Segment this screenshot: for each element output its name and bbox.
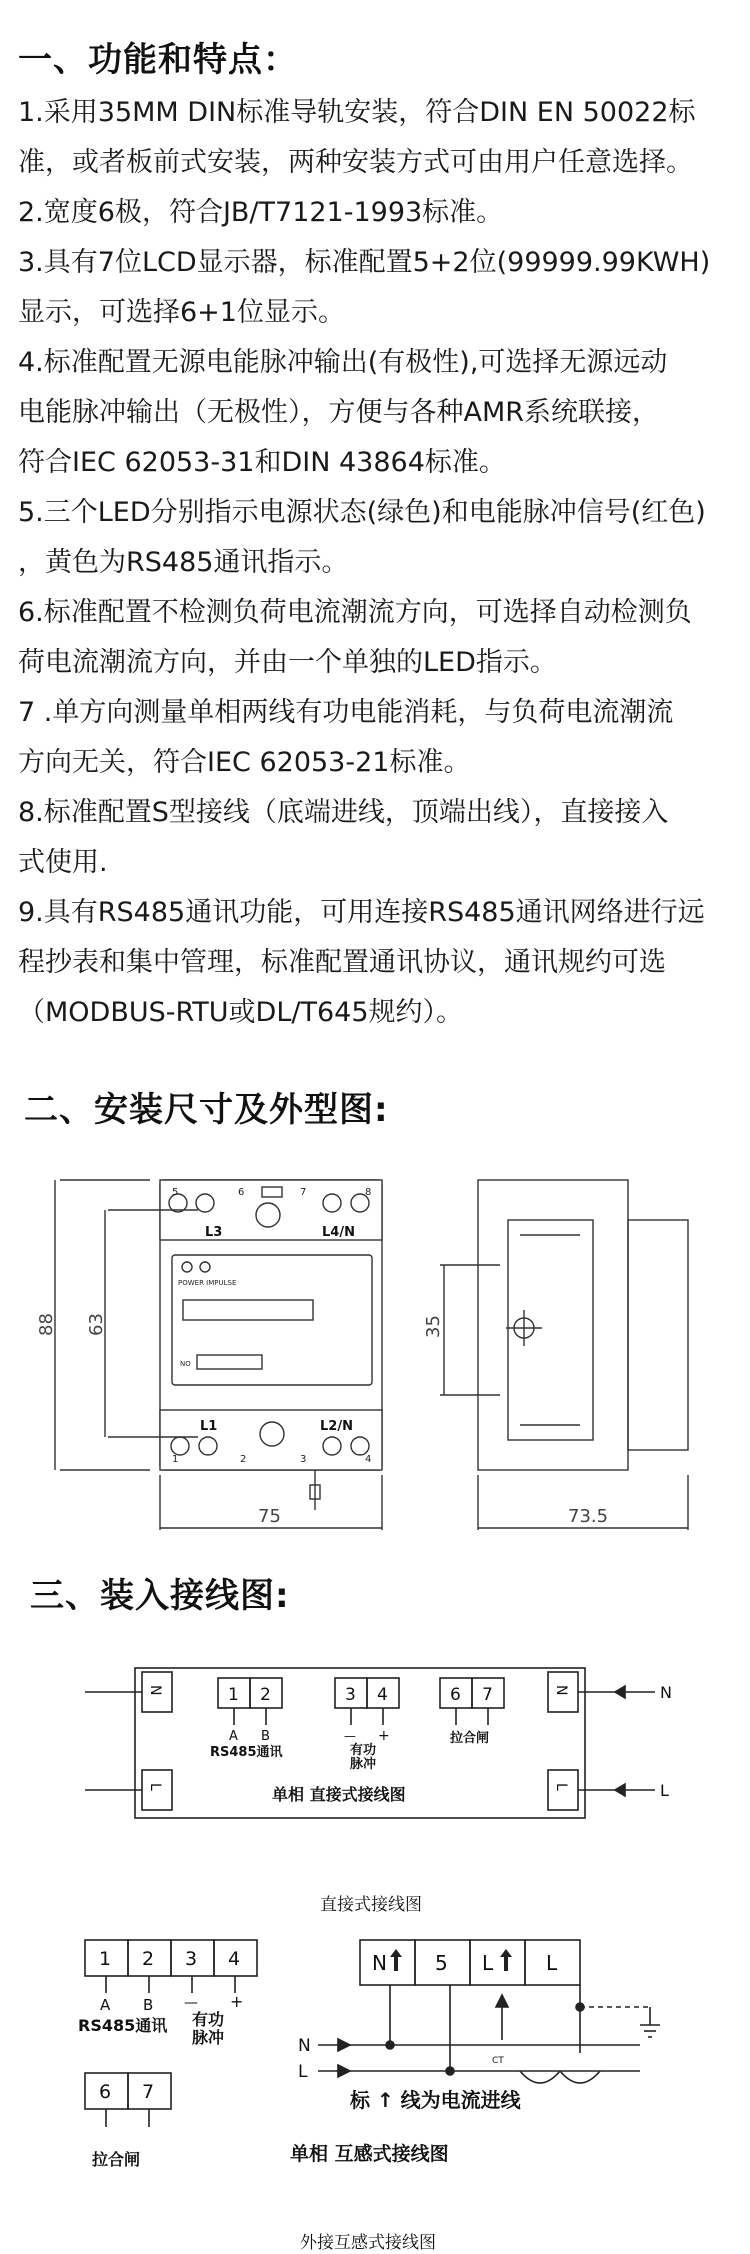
d2-pin: 6: [99, 2081, 112, 2103]
feature-line: 准，或者板前式安装，两种安装方式可由用户任意选择。: [18, 147, 693, 178]
d1-b: B: [261, 1729, 270, 1744]
pin-label: 1: [172, 1454, 179, 1465]
feature-line: 式使用.: [18, 847, 108, 878]
d1-plus: +: [378, 1728, 390, 1744]
d2-rs485: RS485通讯: [78, 2016, 168, 2035]
d1-pin: 7: [482, 1685, 493, 1705]
ct-wiring-diagram: [0, 1935, 750, 2195]
d1-pulse2: 脉冲: [350, 1757, 377, 1772]
d2-term-n: N: [372, 1951, 387, 1975]
d1-pin: 2: [260, 1685, 271, 1705]
feature-line: 9.具有RS485通讯功能，可用连接RS485通讯网络进行远: [18, 897, 705, 928]
pin-label: 8: [365, 1187, 372, 1198]
feature-line: （MODBUS-RTU或DL/T645规约）。: [18, 997, 464, 1028]
feature-line: 6.标准配置不检测负荷电流潮流方向，可选择自动检测负: [18, 597, 692, 628]
pin-label: 3: [300, 1454, 307, 1465]
d2-pin: 7: [142, 2081, 155, 2103]
d1-minus: —: [344, 1729, 356, 1743]
d1-left-bottom: L: [147, 1783, 163, 1791]
d2-pin: 2: [142, 1948, 155, 1970]
feature-line: 显示，可选择6+1位显示。: [18, 297, 345, 328]
feature-line: 4.标准配置无源电能脉冲输出(有极性),可选择无源远动: [18, 347, 668, 378]
terminal-l1: L1: [200, 1419, 218, 1434]
feature-line: 方向无关，符合IEC 62053-21标准。: [18, 747, 471, 778]
pin-label: 6: [238, 1187, 245, 1198]
feature-line: 3.具有7位LCD显示器，标准配置5+2位(99999.99KWH): [18, 247, 711, 278]
d2-minus: —: [184, 1995, 198, 2011]
dim-width: 75: [258, 1506, 281, 1527]
feature-line: 2.宽度6极，符合JB/T7121-1993标准。: [18, 197, 504, 228]
feature-line: 1.采用35MM DIN标准导轨安装，符合DIN EN 50022标: [18, 97, 696, 128]
dim-depth: 73.5: [568, 1506, 609, 1527]
d1-right-top: N: [553, 1685, 569, 1696]
d2-center-title: 单相 互感式接线图: [290, 2143, 449, 2165]
pin-label: 2: [240, 1454, 247, 1465]
d2-a: A: [100, 1996, 111, 2014]
section3-title: 三、装入接线图:: [30, 1576, 290, 1616]
d2-term-5: 5: [435, 1951, 448, 1975]
side-view: [440, 1180, 688, 1530]
feature-list: [18, 88, 734, 1038]
d2-term-l-in: L: [482, 1951, 494, 1975]
d2-line-n: N: [298, 2036, 311, 2056]
d1-center-title: 单相 直接式接线图: [272, 1785, 406, 1804]
feature-line: 8.标准配置S型接线（底端进线，顶端出线），直接接入: [18, 797, 669, 828]
d1-pin: 4: [377, 1685, 388, 1705]
pin-label: 4: [365, 1454, 372, 1465]
dim-inner-height: 63: [86, 1313, 107, 1336]
d1-a: A: [229, 1729, 238, 1744]
direct-wiring-caption: 直接式接线图: [320, 1895, 422, 1915]
d2-pin: 4: [228, 1948, 241, 1970]
d1-arrow-n: N: [660, 1683, 672, 1702]
section2-title: 二、安装尺寸及外型图:: [24, 1090, 389, 1130]
pin-label: 5: [172, 1187, 179, 1198]
feature-line: 7 .单方向测量单相两线有功电能消耗，与负荷电流潮流: [18, 697, 674, 728]
dimension-drawing: [0, 1150, 750, 1530]
dim-height: 88: [36, 1313, 57, 1336]
d1-rs485: RS485通讯: [210, 1745, 283, 1760]
feature-line: 电能脉冲输出（无极性），方便与各种AMR系统联接，: [18, 397, 660, 428]
d1-left-top: N: [147, 1685, 163, 1696]
d1-right-bottom: L: [553, 1783, 569, 1791]
dim-side-height: 35: [423, 1315, 444, 1338]
d2-pin: 3: [185, 1948, 198, 1970]
d2-pulse2: 脉冲: [192, 2028, 225, 2047]
d1-pin: 1: [228, 1685, 239, 1705]
d1-pin: 6: [450, 1685, 461, 1705]
pin-label: 7: [300, 1187, 307, 1198]
d2-line-l: L: [298, 2062, 308, 2082]
d2-ct: CT: [492, 2056, 504, 2066]
d2-pin: 1: [99, 1948, 112, 1970]
feature-line: 程抄表和集中管理，标准配置通讯协议，通讯规约可选: [18, 947, 666, 978]
d2-b: B: [143, 1996, 154, 2014]
terminal-l3: L3: [205, 1225, 223, 1240]
d2-arrow-note: 标 ↑ 线为电流进线: [350, 2088, 521, 2112]
feature-line: 荷电流潮流方向，并由一个单独的LED指示。: [18, 647, 557, 678]
d2-breaker: 拉合闸: [92, 2150, 141, 2169]
terminal-l4n: L4/N: [322, 1225, 355, 1240]
d2-pulse1: 有功: [192, 2010, 225, 2029]
d1-pin: 3: [345, 1685, 356, 1705]
terminal-l2n: L2/N: [320, 1419, 353, 1434]
d1-pulse1: 有功: [350, 1743, 377, 1758]
feature-line: ，黄色为RS485通讯指示。: [18, 547, 349, 578]
panel-label-no: NO: [180, 1360, 191, 1368]
d2-term-l-out: L: [546, 1951, 558, 1975]
panel-label-power: POWER IMPULSE: [178, 1279, 237, 1287]
section1-title: 一、功能和特点：: [18, 40, 298, 80]
direct-wiring-diagram: [0, 1650, 750, 1830]
feature-line: 5.三个LED分别指示电源状态(绿色)和电能脉冲信号(红色): [18, 497, 706, 528]
d2-plus: +: [230, 1992, 244, 2011]
d1-breaker: 拉合闸: [450, 1731, 490, 1746]
d1-arrow-l: L: [660, 1781, 669, 1800]
feature-line: 符合IEC 62053-31和DIN 43864标准。: [18, 447, 506, 478]
ct-wiring-caption: 外接互感式接线图: [300, 2233, 436, 2253]
